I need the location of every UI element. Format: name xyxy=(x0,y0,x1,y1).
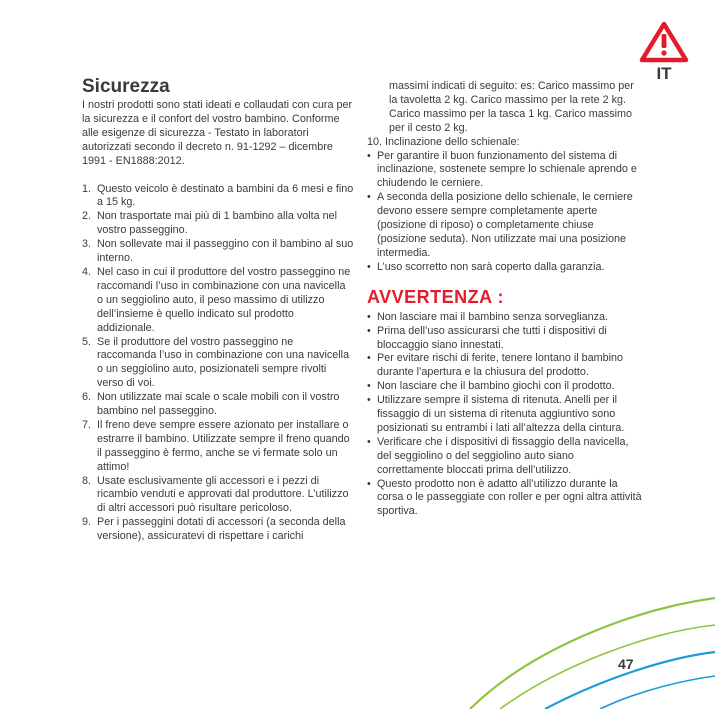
language-code: IT xyxy=(656,64,672,83)
safety-list xyxy=(82,183,354,545)
safety-intro: I nostri prodotti sono stati ideati e collaudati con cura per la sicurezza e il confort del vostro bambino. Conforme alle esigenze di sicurezza - Testato in laboratori autorizzati secondo il decreto n. 91-1292 – dicembre 1991 - EN1888:2012. xyxy=(82,99,353,167)
list-item: • A seconda della posizione dello schienale, le cerniere devono essere sempre completamente aperte (posizione di riposo) o completamente chiuse (posizione seduta). Non utilizzate mai una posizione intermedia. xyxy=(367,191,642,261)
warning-triangle-icon xyxy=(638,20,690,64)
list-item: • Per garantire il buon funzionamento del sistema di inclinazione, sostenete sempre lo schienale aprendo e chiudendo le cerniere. xyxy=(367,150,642,192)
list-item: • Per evitare rischi di ferite, tenere lontano il bambino durante l’apertura e la chiusura del prodotto. xyxy=(367,352,642,380)
list-item: 7. Il freno deve sempre essere azionato per installare o estrarre il bambino. Utilizzate sempre il freno quando il passeggino è fermo, anche se vi fermate solo un attimo! xyxy=(82,418,350,473)
list-item: 5. Se il produttore del vostro passeggino ne raccomanda l’uso in combinazione con una navicella o un seggiolino auto, posizionateli sempre rivolti verso di voi. xyxy=(82,335,350,390)
list-item: • L’uso scorretto non sarà coperto dalla garanzia. xyxy=(367,261,642,275)
item9-continued: massimi indicati di seguito: es: Carico massimo per la tavoletta 2 kg. Carico massimo per la rete 2 kg. Carico massimo per la tasca 1 kg. Carico massimo per il cesto 2 kg. xyxy=(389,80,634,134)
left-column xyxy=(82,76,354,544)
list-item: • Verificare che i dispositivi di fissaggio della navicella, del seggiolino o del seggiolino auto siano correttamente bloccati prima dell’utilizzo. xyxy=(367,436,642,478)
list-item: 9. Per i passeggini dotati di accessori (a seconda della versione), assicuratevi di rispettare i carichi xyxy=(82,516,346,543)
list-item: • Questo prodotto non è adatto all’utilizzo durante la corsa o le passeggiate con roller e per ogni altra attività sportiva. xyxy=(367,478,642,520)
list-item: 2. Non trasportate mai più di 1 bambino alla volta nel vostro passeggino. xyxy=(82,210,338,237)
recline-list xyxy=(367,150,642,275)
list-item: 3. Non sollevate mai il passeggino con il bambino al suo interno. xyxy=(82,238,354,265)
warning-list xyxy=(367,311,642,520)
item10-text: Inclinazione dello schienale: xyxy=(385,135,520,148)
list-item: • Prima dell’uso assicurarsi che tutti i dispositivi di bloccaggio siano innestati. xyxy=(367,325,642,353)
warning-badge xyxy=(638,20,690,90)
page-number: 47 xyxy=(618,656,634,672)
safety-title: Sicurezza xyxy=(82,76,170,97)
list-item: 4. Nel caso in cui il produttore del vostro passeggino ne raccomandi l’uso in combinazione con una navicella o un seggiolino auto, il peso massimo di utilizzo dell’insieme è quello indicato sul prodotto addizionale. xyxy=(82,265,351,334)
item10 xyxy=(367,136,642,150)
list-item: 1. Questo veicolo è destinato a bambini da 6 mesi e fino a 15 kg. xyxy=(82,182,354,209)
item10-number: 10. xyxy=(367,135,383,148)
right-column xyxy=(367,80,642,519)
list-item: • Non lasciare mai il bambino senza sorveglianza. xyxy=(367,311,642,325)
list-item: 8. Usate esclusivamente gli accessori e i pezzi di ricambio venduti e approvati dal produttore. L’utilizzo di altri accessori può risultare pericoloso. xyxy=(82,474,349,515)
list-item: 6. Non utilizzate mai scale o scale mobili con il vostro bambino nel passeggino. xyxy=(82,391,340,418)
list-item: • Non lasciare che il bambino giochi con il prodotto. xyxy=(367,380,642,394)
list-item: • Utilizzare sempre il sistema di ritenuta. Anelli per il fissaggio di un sistema di ritenuta aggiuntivo sono posizionati su entrambi i lati all’altezza della cintura. xyxy=(367,394,642,436)
warning-title: AVVERTENZA : xyxy=(367,286,505,307)
